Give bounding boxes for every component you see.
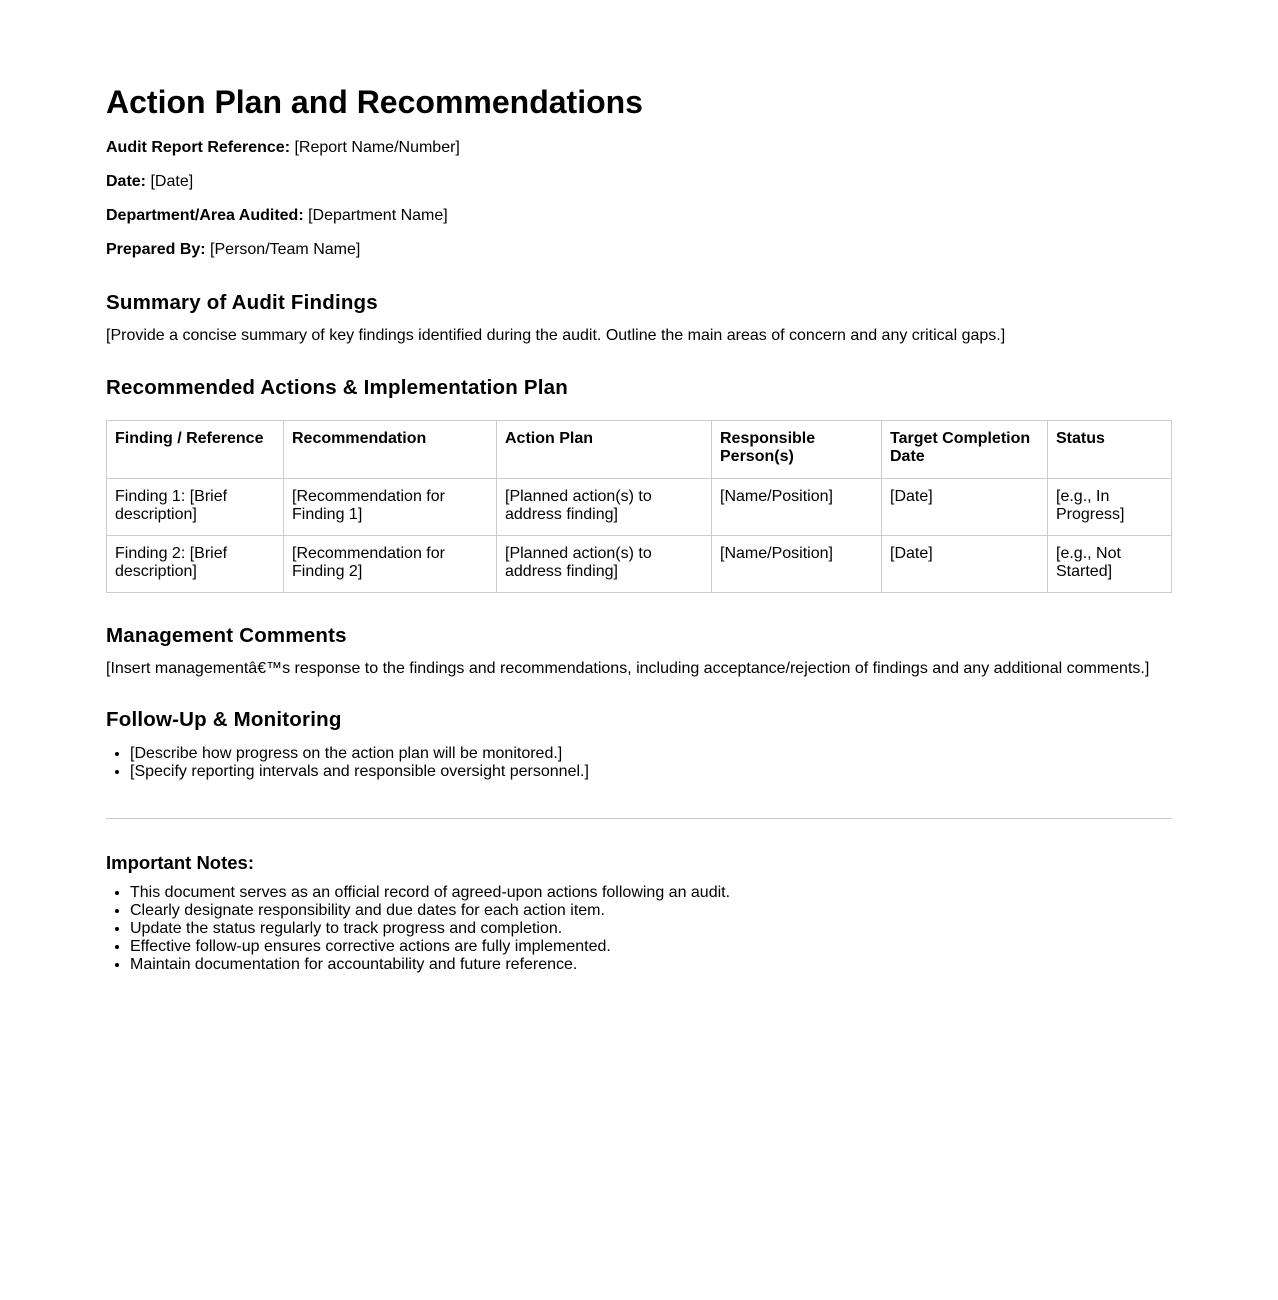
meta-value: [Department Name] xyxy=(308,207,448,224)
meta-label: Audit Report Reference: xyxy=(106,139,291,156)
column-header-status: Status xyxy=(1048,421,1172,479)
meta-value: [Date] xyxy=(150,173,194,190)
notes-list xyxy=(106,884,1172,974)
column-header-action-plan: Action Plan xyxy=(497,421,712,479)
table-header-row xyxy=(107,421,1172,479)
notes-heading: Important Notes: xyxy=(106,852,254,873)
column-header-target-date: Target Completion Date xyxy=(882,421,1048,479)
table-cell: [Name/Position] xyxy=(712,536,882,593)
meta-label: Prepared By: xyxy=(106,241,206,258)
table-cell: [Planned action(s) to address finding] xyxy=(497,536,712,593)
list-item: • This document serves as an official record of agreed-upon actions following an audit. xyxy=(130,884,1172,902)
table-cell: Finding 1: [Brief description] xyxy=(107,479,284,536)
section-divider xyxy=(106,818,1172,819)
summary-heading: Summary of Audit Findings xyxy=(106,291,378,314)
followup-heading: Follow-Up & Monitoring xyxy=(106,708,342,731)
management-text: [Insert managementâ€™s response to the findings and recommendations, including acceptance/rejection of findings and any additional comments.] xyxy=(106,660,1150,677)
table-row xyxy=(107,479,1172,536)
meta-department xyxy=(106,206,1172,225)
meta-report-reference xyxy=(106,138,1172,157)
list-item: • [Describe how progress on the action plan will be monitored.] xyxy=(130,745,1172,763)
table-cell: [e.g., In Progress] xyxy=(1048,479,1172,536)
table-cell: [Recommendation for Finding 2] xyxy=(284,536,497,593)
table-cell: [Planned action(s) to address finding] xyxy=(497,479,712,536)
meta-prepared-by xyxy=(106,240,1172,259)
list-item: • [Specify reporting intervals and responsible oversight personnel.] xyxy=(130,763,1172,781)
actions-heading: Recommended Actions & Implementation Plan xyxy=(106,376,568,399)
list-item: • Clearly designate responsibility and due dates for each action item. xyxy=(130,902,1172,920)
column-header-finding: Finding / Reference xyxy=(107,421,284,479)
column-header-recommendation: Recommendation xyxy=(284,421,497,479)
meta-label: Date: xyxy=(106,173,147,190)
management-heading: Management Comments xyxy=(106,624,347,647)
list-item: • Effective follow-up ensures corrective actions are fully implemented. xyxy=(130,938,1172,956)
page-title: Action Plan and Recommendations xyxy=(106,84,643,120)
meta-label: Department/Area Audited: xyxy=(106,207,304,224)
table-cell: [e.g., Not Started] xyxy=(1048,536,1172,593)
meta-date xyxy=(106,172,1172,191)
column-header-responsible: Responsible Person(s) xyxy=(712,421,882,479)
action-plan-table xyxy=(106,420,1172,593)
meta-value: [Report Name/Number] xyxy=(294,139,460,156)
table-cell: [Date] xyxy=(882,479,1048,536)
table-cell: [Recommendation for Finding 1] xyxy=(284,479,497,536)
list-item: • Maintain documentation for accountability and future reference. xyxy=(130,956,1172,974)
summary-text: [Provide a concise summary of key findings identified during the audit. Outline the main areas of concern and any critical gaps.] xyxy=(106,327,1006,344)
table-cell: Finding 2: [Brief description] xyxy=(107,536,284,593)
table-cell: [Date] xyxy=(882,536,1048,593)
list-item: • Update the status regularly to track progress and completion. xyxy=(130,920,1172,938)
table-row xyxy=(107,536,1172,593)
followup-list xyxy=(106,745,1172,781)
meta-block xyxy=(106,138,1172,259)
table-cell: [Name/Position] xyxy=(712,479,882,536)
meta-value: [Person/Team Name] xyxy=(210,241,361,258)
